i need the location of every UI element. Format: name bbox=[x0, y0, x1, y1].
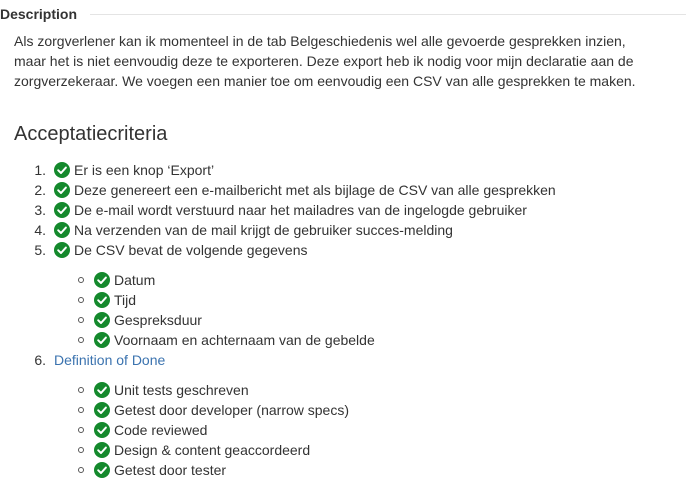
check-circle-icon bbox=[54, 242, 70, 258]
criteria-item-number: 5. bbox=[34, 242, 46, 258]
criteria-subitem-label: Unit tests geschreven bbox=[114, 382, 249, 398]
hollow-circle-bullet-icon bbox=[78, 317, 84, 323]
acceptance-criteria-heading: Acceptatiecriteria bbox=[14, 123, 168, 145]
criteria-subitem-label: Tijd bbox=[114, 292, 137, 308]
definition-of-done-link[interactable]: Definition of Done bbox=[54, 352, 166, 368]
check-circle-icon bbox=[54, 162, 70, 178]
criteria-item-label: Na verzenden van de mail krijgt de gebruiker succes-melding bbox=[74, 222, 453, 238]
hollow-circle-bullet-icon bbox=[78, 337, 84, 343]
check-circle-icon bbox=[94, 272, 110, 288]
check-circle-icon bbox=[94, 402, 110, 418]
description-text bbox=[14, 31, 674, 91]
criteria-subitem-label: Getest door developer (narrow specs) bbox=[114, 402, 349, 418]
check-circle-icon bbox=[94, 292, 110, 308]
check-circle-icon bbox=[54, 222, 70, 238]
criteria-item-label: De e-mail wordt verstuurd naar het mailadres van de ingelogde gebruiker bbox=[74, 202, 527, 218]
criteria-subitem-label: Code reviewed bbox=[114, 422, 208, 438]
check-circle-icon bbox=[94, 382, 110, 398]
criteria-subitem-label: Datum bbox=[114, 272, 156, 288]
criteria-subitem-label: Getest door tester bbox=[114, 462, 227, 478]
check-circle-icon bbox=[94, 422, 110, 438]
criteria-item-number: 6. bbox=[34, 352, 46, 368]
description-line: maar het is niet eenvoudig deze te exporteren. Deze export heb ik nodig voor mijn declaratie aan de bbox=[14, 53, 634, 69]
hollow-circle-bullet-icon bbox=[78, 387, 84, 393]
criteria-subitem-label: Design & content geaccordeerd bbox=[114, 442, 311, 458]
criteria-item-number: 2. bbox=[34, 182, 46, 198]
check-circle-icon bbox=[94, 462, 110, 478]
hollow-circle-bullet-icon bbox=[78, 407, 84, 413]
hollow-circle-bullet-icon bbox=[78, 277, 84, 283]
criteria-subitem-label: Gespreksduur bbox=[114, 312, 202, 328]
description-line: Als zorgverlener kan ik momenteel in de tab Belgeschiedenis wel alle gevoerde gesprekken inzien, bbox=[14, 33, 626, 49]
criteria-item-label: De CSV bevat de volgende gegevens bbox=[74, 242, 308, 258]
hollow-circle-bullet-icon bbox=[78, 447, 84, 453]
criteria-item-number: 1. bbox=[34, 162, 46, 178]
check-circle-icon bbox=[54, 182, 70, 198]
check-circle-icon bbox=[54, 202, 70, 218]
description-line: zorgverzekeraar. We voegen een manier toe om eenvoudig een CSV van alle gesprekken te maken. bbox=[14, 73, 636, 89]
section-divider bbox=[90, 14, 686, 15]
description-section-header bbox=[0, 0, 686, 28]
criteria-item-label: Er is een knop ‘Export’ bbox=[74, 162, 215, 178]
criteria-item-number: 4. bbox=[34, 222, 46, 238]
check-circle-icon bbox=[94, 442, 110, 458]
section-title: Description bbox=[0, 6, 78, 22]
hollow-circle-bullet-icon bbox=[78, 467, 84, 473]
check-circle-icon bbox=[94, 332, 110, 348]
criteria-subitem-label: Voornaam en achternaam van de gebelde bbox=[114, 332, 375, 348]
check-circle-icon bbox=[94, 312, 110, 328]
hollow-circle-bullet-icon bbox=[78, 297, 84, 303]
criteria-item-label: Deze genereert een e-mailbericht met als bijlage de CSV van alle gesprekken bbox=[74, 182, 556, 198]
hollow-circle-bullet-icon bbox=[78, 427, 84, 433]
criteria-item-number: 3. bbox=[34, 202, 46, 218]
